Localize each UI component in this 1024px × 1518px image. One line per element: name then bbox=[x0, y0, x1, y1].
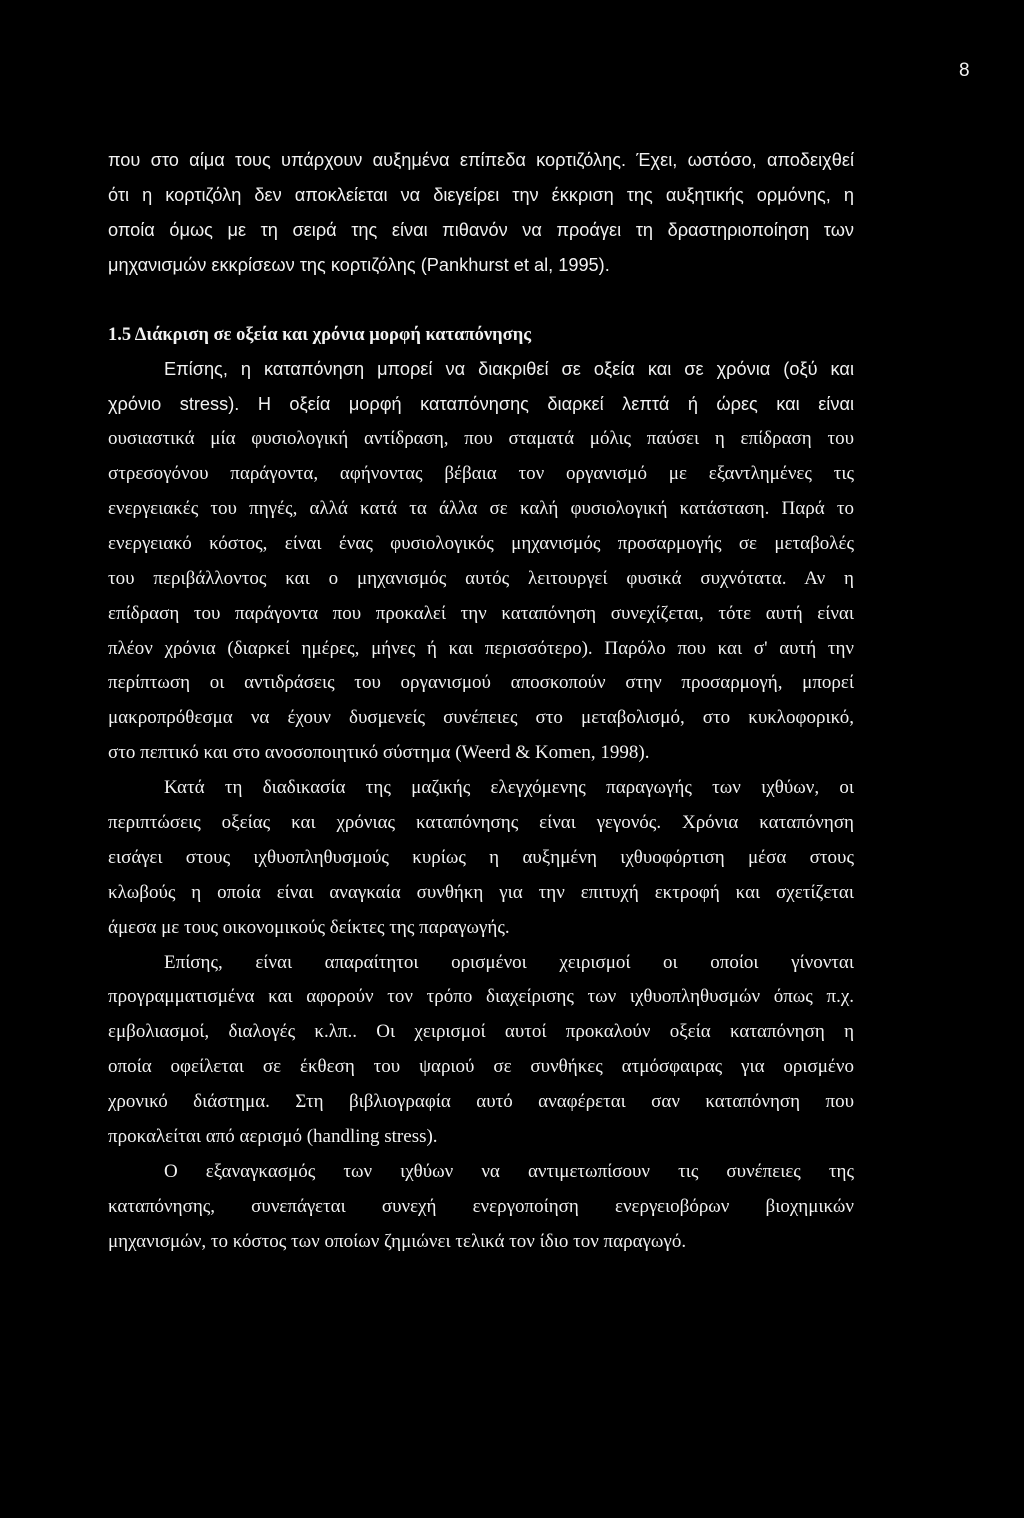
text-line: ουσιαστικά μία φυσιολογική αντίδραση, που σταματά μόλις παύσει η επίδραση του bbox=[108, 428, 854, 450]
page-number: 8 bbox=[959, 60, 970, 81]
text-line: στο πεπτικό και στο ανοσοποιητικό σύστημα (Weerd & Komen, 1998). bbox=[108, 742, 650, 764]
text-line: περιπτώσεις οξείας και χρόνιας καταπόνησης είναι γεγονός. Χρόνια καταπόνηση bbox=[108, 812, 854, 834]
text-line: ενεργειακό κόστος, είναι ένας φυσιολογικός μηχανισμός προσαρμογής σε μεταβολές bbox=[108, 532, 854, 554]
text-line: προγραμματισμένα και αφορούν τον τρόπο διαχείρισης των ιχθυοπληθυσμών όπως π.χ. bbox=[108, 986, 854, 1008]
text-line: ότι η κορτιζόλη δεν αποκλείεται να διεγείρει την έκκριση της αυξητικής ορμόνης, η bbox=[108, 184, 854, 205]
section-heading: 1.5 Διάκριση σε οξεία και χρόνια μορφή καταπόνησης bbox=[108, 324, 531, 345]
text-line: κλωβούς η οποία είναι αναγκαία συνθήκη για την επιτυχή εκτροφή και σχετίζεται bbox=[108, 881, 854, 903]
text-line: Κατά τη διαδικασία της μαζικής ελεγχόμενης παραγωγής των ιχθύων, οι bbox=[164, 777, 854, 799]
paragraph-3 bbox=[108, 771, 854, 945]
text-line: εμβολιασμοί, διαλογές κ.λπ.. Οι χειρισμοί αυτοί προκαλούν οξεία καταπόνηση η bbox=[108, 1021, 854, 1043]
text-line: προκαλείται από αερισμό (handling stress). bbox=[108, 1126, 438, 1148]
text-line: πλέον χρόνια (διαρκεί ημέρες, μήνες ή και περισσότερο). Παρόλο που και σ' αυτή την bbox=[108, 637, 854, 659]
text-line: χρόνιο stress). Η οξεία μορφή καταπόνησης διαρκεί λεπτά ή ώρες και είναι bbox=[108, 394, 854, 415]
text-line: άμεσα με τους οικονομικούς δείκτες της παραγωγής. bbox=[108, 916, 510, 938]
document-body bbox=[108, 143, 854, 1260]
text-line: Ο εξαναγκασμός των ιχθύων να αντιμετωπίσουν τις συνέπειες της bbox=[164, 1160, 854, 1182]
text-line: στρεσογόνου παράγοντα, αφήνοντας βέβαια τον οργανισμό με εξαντλημένες τις bbox=[108, 463, 854, 485]
paragraph-5 bbox=[108, 1155, 854, 1260]
text-line: μηχανισμών εκκρίσεων της κορτιζόλης (Pankhurst et al, 1995). bbox=[108, 254, 610, 275]
text-line: οποία οφείλεται σε έκθεση του ψαριού σε συνθήκες ατμόσφαιρας για ορισμένο bbox=[108, 1056, 854, 1078]
text-line: περίπτωση οι αντιδράσεις του οργανισμού αποσκοπούν στην προσαρμογή, μπορεί bbox=[108, 672, 854, 694]
text-line: καταπόνησης, συνεπάγεται συνεχή ενεργοποίηση ενεργειοβόρων βιοχημικών bbox=[108, 1195, 854, 1217]
text-line: εισάγει στους ιχθυοπληθυσμούς κυρίως η αυξημένη ιχθυοφόρτιση μέσα στους bbox=[108, 846, 854, 868]
text-line: μακροπρόθεσμα να έχουν δυσμενείς συνέπειες στο μεταβολισμό, στο κυκλοφορικό, bbox=[108, 707, 854, 729]
paragraph-4 bbox=[108, 946, 854, 1155]
text-line: Επίσης, η καταπόνηση μπορεί να διακριθεί σε οξεία και σε χρόνια (οξύ και bbox=[164, 359, 854, 380]
text-line: μηχανισμών, το κόστος των οποίων ζημιώνει τελικά τον ίδιο τον παραγωγό. bbox=[108, 1230, 687, 1252]
paragraph-1 bbox=[108, 143, 854, 283]
paragraph-2 bbox=[108, 352, 854, 771]
text-line: Επίσης, είναι απαραίτητοι ορισμένοι χειρισμοί οι οποίοι γίνονται bbox=[164, 951, 854, 973]
text-line: που στο αίμα τους υπάρχουν αυξημένα επίπεδα κορτιζόλης. Έχει, ωστόσο, αποδειχθεί bbox=[108, 150, 854, 170]
text-line: του περιβάλλοντος και ο μηχανισμός αυτός λειτουργεί φυσικά συχνότατα. Αν η bbox=[108, 567, 854, 589]
text-line: οποία όμως με τη σειρά της είναι πιθανόν να προάγει τη δραστηριοποίηση των bbox=[108, 219, 854, 240]
text-line: επίδραση του παράγοντα που προκαλεί την καταπόνηση συνεχίζεται, τότε αυτή είναι bbox=[108, 602, 854, 624]
text-line: ενεργειακές του πηγές, αλλά κατά τα άλλα σε καλή φυσιολογική κατάσταση. Παρά το bbox=[108, 498, 854, 520]
text-line: χρονικό διάστημα. Στη βιβλιογραφία αυτό αναφέρεται σαν καταπόνηση που bbox=[108, 1091, 854, 1113]
